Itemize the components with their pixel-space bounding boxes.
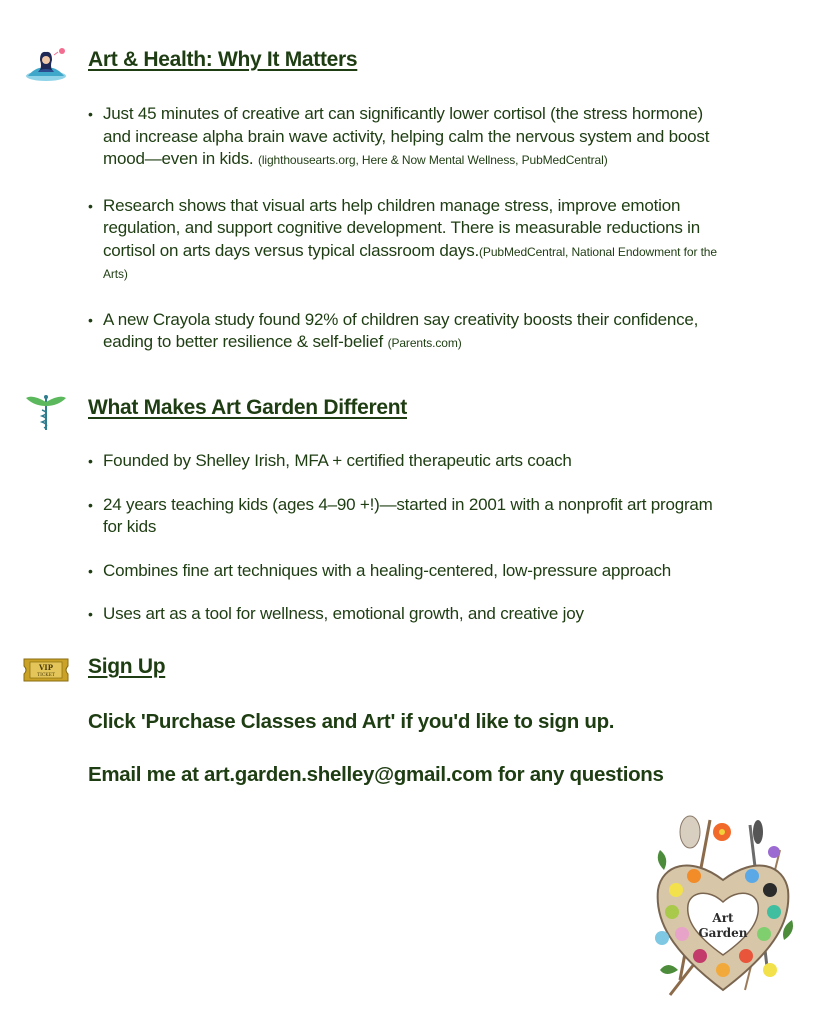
- different-bullet-1: • Founded by Shelley Irish, MFA + certified therapeutic arts coach: [88, 450, 718, 473]
- health-bullet-list: [88, 103, 718, 354]
- meditating-woman-icon: [22, 44, 70, 84]
- health-bullet-1-text: Just 45 minutes of creative art can significantly lower cortisol (the stress hormone) and increase alpha brain wave activity, helping calm the nervous system and boost mood—even in kids.: [103, 104, 710, 168]
- signup-email-line: Email me at art.garden.shelley@gmail.com for any questions: [88, 763, 664, 786]
- health-bullet-1: [88, 103, 718, 171]
- health-bullet-1-source: (lighthousearts.org, Here & Now Mental Wellness, PubMedCentral): [257, 153, 608, 167]
- different-bullet-list: [88, 450, 718, 626]
- health-bullet-3: [88, 309, 718, 354]
- ticket-vip-text: VIP: [39, 663, 53, 672]
- different-heading: What Makes Art Garden Different: [88, 396, 407, 419]
- signup-heading: Sign Up: [88, 655, 166, 678]
- art-garden-palette-logo: [650, 810, 796, 1000]
- different-bullet-2: • 24 years teaching kids (ages 4–90 +!)—started in 2001 with a nonprofit art program for kids: [88, 494, 718, 539]
- logo-art-text: Art: [712, 911, 734, 925]
- health-heading: Art & Health: Why It Matters: [88, 48, 358, 71]
- different-bullet-3: • Combines fine art techniques with a healing-centered, low-pressure approach: [88, 560, 718, 583]
- vip-ticket-icon: [22, 655, 70, 685]
- ticket-ticket-text: TICKET: [37, 673, 55, 678]
- signup-instructions: Click 'Purchase Classes and Art' if you'd like to sign up.: [88, 710, 615, 733]
- caduceus-icon: [22, 392, 70, 432]
- health-bullet-3-source: (Parents.com): [387, 336, 462, 350]
- health-bullet-2-source: (PubMedCentral, National Endowment for the Arts): [103, 244, 717, 281]
- health-bullet-3-text: A new Crayola study found 92% of children say creativity boosts their confidence, eading to better resilience & self-belief: [103, 309, 699, 351]
- health-bullet-2: [88, 195, 718, 285]
- health-bullet-2-text: Research shows that visual arts help children manage stress, improve emotion regulation, and support cognitive development. There is measurable reductions in cortisol on arts days versus typical classroom days.: [103, 195, 700, 260]
- logo-garden-text: Garden: [698, 926, 748, 940]
- different-bullet-4: • Uses art as a tool for wellness, emotional growth, and creative joy: [88, 603, 718, 626]
